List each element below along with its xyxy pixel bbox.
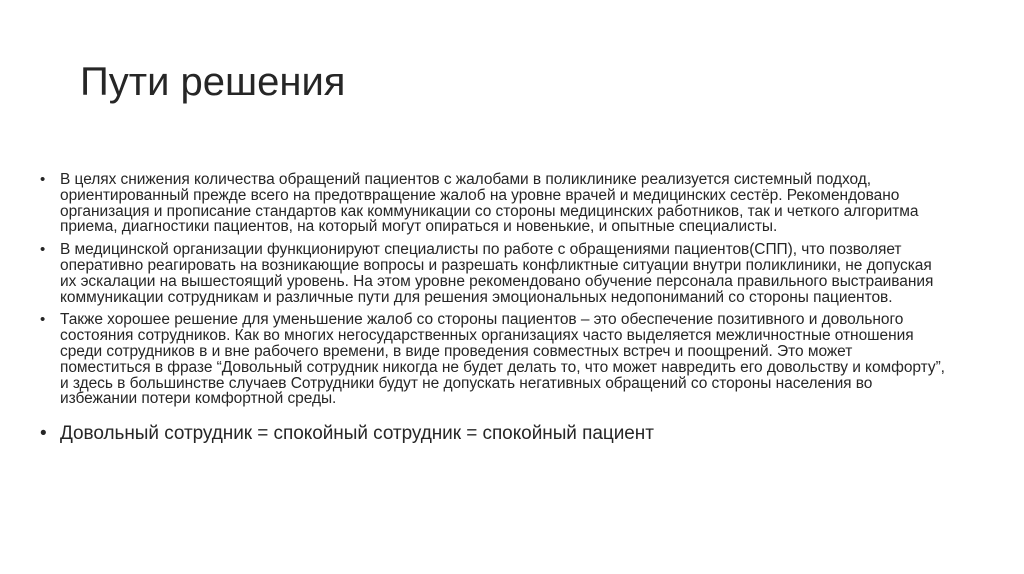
bullet-item [40, 242, 945, 305]
bullet-dot-icon: • [40, 423, 47, 445]
bullet-item [40, 172, 945, 235]
bullet-item [40, 312, 945, 407]
bullet-list [40, 172, 945, 452]
bullet-text: В медицинской организации функционируют специалисты по работе с обращениями пациентов(СПП), что позволяет оперативно реагировать на возникающие вопросы и разрешать конфликтные ситуации внутри поликлиники, не допуская их эскалации на вышестоящий уровень. На этом уровне рекомендовано обучение персонала правильного выстраивания коммуникации сотрудникам и различные пути для решения эмоциональных недопониманий со стороны пациентов. [60, 241, 934, 306]
bullet-dot-icon: • [40, 241, 46, 259]
bullet-dot-icon: • [40, 311, 46, 329]
bullet-dot-icon: • [40, 171, 46, 188]
slide-title: Пути решения [80, 60, 346, 104]
summary-bullet-item [40, 423, 945, 445]
bullet-text: В целях снижения количества обращений пациентов с жалобами в поликлинике реализуется системный подход, ориентированный прежде всего на предотвращение жалоб на уровне врачей и медицинских сестёр. Рекомендовано организация и прописание стандартов как коммуникации со стороны медицинских работников, так и четкого алгоритма приема, диагностики пациентов, на который могут опираться и новенькие, и опытные специалисты. [60, 171, 919, 236]
bullet-text: Также хорошее решение для уменьшение жалоб со стороны пациентов – это обеспечение позитивного и довольного состояния сотрудников. Как во многих негосударственных организациях часто выделяется межличностные отношения среди сотрудников в и вне рабочего времени, в виде проведения совместных встреч и поощрений. Это может поместиться в фразе “Довольный сотрудник никогда не будет делать то, что может навредить его довольству и комфорту”, и здесь в большинстве случаев Сотрудники будут не допускать негативных обращений со стороны населения во избежании потери комфортной среды. [60, 311, 945, 408]
summary-text: Довольный сотрудник = спокойный сотрудник = спокойный пациент [60, 423, 654, 445]
